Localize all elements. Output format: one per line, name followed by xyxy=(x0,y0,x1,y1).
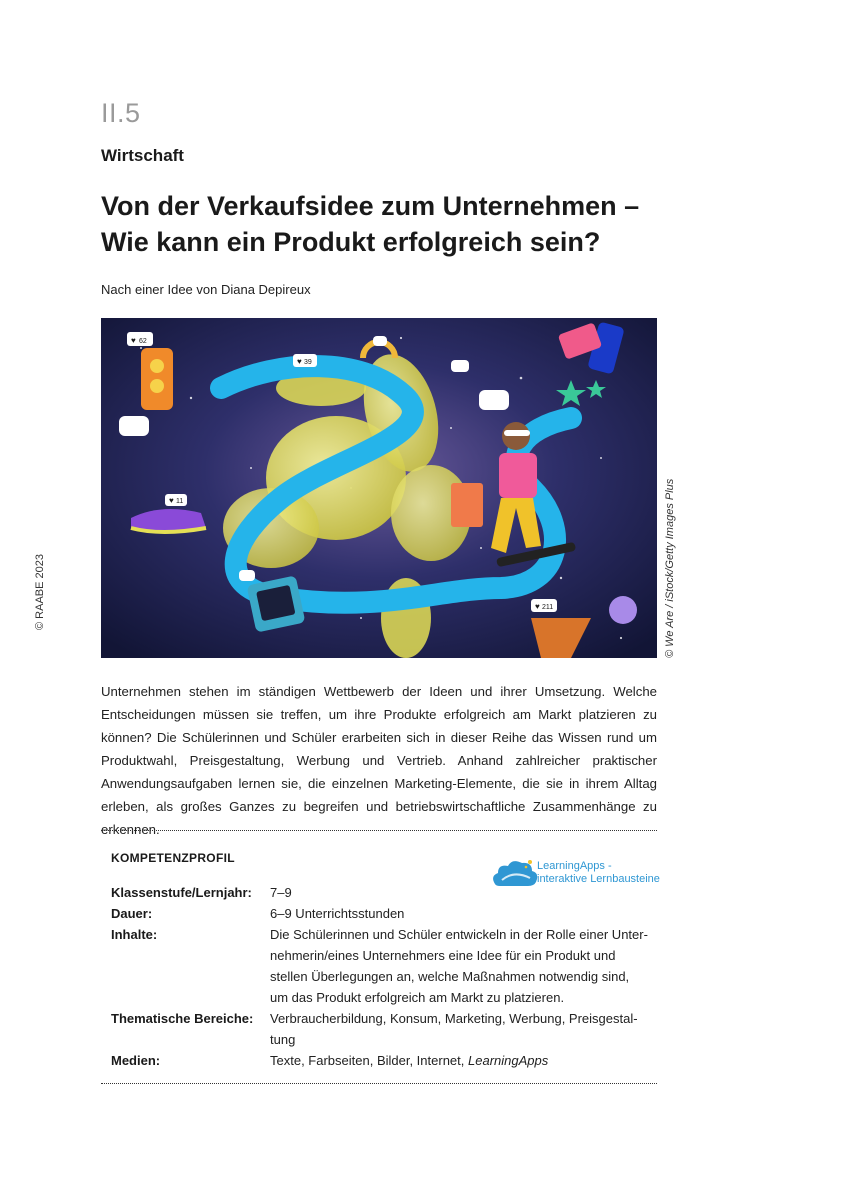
author-credit: Nach einer Idee von Diana Depireux xyxy=(101,282,311,297)
profile-divider-top xyxy=(101,830,657,831)
title-line-1: Von der Verkaufsidee zum Unternehmen – xyxy=(101,191,640,221)
shirt xyxy=(499,453,537,498)
photo-credit: © We Are / iStock/Getty Images Plus xyxy=(664,478,676,658)
logo-line-1: LearningApps - xyxy=(537,860,612,872)
profile-value xyxy=(270,1050,650,1071)
profile-label: Medien: xyxy=(111,1053,161,1068)
like-badge-2 xyxy=(293,354,317,367)
shopping-bag xyxy=(451,483,483,527)
hero-image xyxy=(101,318,657,658)
profile-heading: KOMPETENZPROFIL xyxy=(111,851,235,865)
sparkle-icon xyxy=(528,860,532,864)
profile-label: Thematische Bereiche: xyxy=(111,1011,254,1026)
competence-profile-table xyxy=(111,882,651,1071)
svg-text:♥: ♥ xyxy=(297,357,302,366)
copyright-notice: © RAABE 2023 xyxy=(34,554,46,630)
hero-collage-illustration xyxy=(101,318,657,658)
calculator-phone xyxy=(247,575,306,632)
badge-count: 62 xyxy=(139,338,147,345)
like-badge-1 xyxy=(127,332,153,346)
section-number: II.5 xyxy=(101,98,141,128)
profile-label: Dauer: xyxy=(111,906,153,921)
phone-left xyxy=(141,348,173,410)
subject-label: Wirtschaft xyxy=(101,146,184,165)
profile-value: Die Schülerinnen und Schüler entwickeln in der Rolle einer Unternehmerin/eines Unternehmers eine Idee für ein Produkt und stellen Überlegungen an, welche Maßnahmen notwendig sind, um das Produkt erfolgreich am Markt zu platzieren. xyxy=(270,927,648,1005)
logo-line-2: interaktive Lernbausteine xyxy=(537,872,660,885)
profile-label: Klassenstufe/Lernjahr: xyxy=(111,885,252,900)
svg-text:♥: ♥ xyxy=(131,336,136,345)
svg-text:♥: ♥ xyxy=(169,496,174,505)
like-badge-3 xyxy=(165,494,187,506)
profile-row-grade xyxy=(111,882,651,903)
badge-count: 39 xyxy=(304,359,312,366)
title-line-2: Wie kann ein Produkt erfolgreich sein? xyxy=(101,227,601,257)
media-list: Texte, Farbseiten, Bilder, Internet, xyxy=(270,1053,468,1068)
profile-value: Verbraucherbildung, Konsum, Marketing, Werbung, Preisgestaltung xyxy=(270,1011,638,1047)
profile-divider-bottom xyxy=(101,1083,657,1084)
badge-count: 11 xyxy=(176,498,184,505)
profile-row-duration xyxy=(111,903,651,924)
profile-row-topics xyxy=(111,1008,651,1050)
badge-count: 211 xyxy=(542,604,554,611)
profile-value: 6–9 Unterrichtsstunden xyxy=(270,906,405,921)
media-learningapps: LearningApps xyxy=(468,1053,549,1068)
profile-value: 7–9 xyxy=(270,885,292,900)
smiley-icon xyxy=(609,596,637,624)
sunglasses xyxy=(504,430,530,436)
svg-text:♥: ♥ xyxy=(535,602,540,611)
intro-paragraph: Unternehmen stehen im ständigen Wettbewerb der Ideen und ihrer Umsetzung. Welche Entscheidungen müssen sie treffen, um ihre Produkte erfolgreich am Markt platzieren zu können? Die Schülerinnen und Schüler erarbeiten sich in dieser Reihe das Wissen rund um Produktwahl, Preisgestaltung, Werbung und Vertrieb. Anhand zahlreicher praktischer Anwendungsaufgaben lernen sie, die einzelnen Marketing-Elemente, die sie in ihrem Alltag erleben, als großes Ganzes zu begreifen und betriebswirtschaftliche Zusammenhänge zu erkennen. xyxy=(101,684,657,837)
profile-row-media xyxy=(111,1050,651,1071)
profile-label: Inhalte: xyxy=(111,927,158,942)
profile-row-contents xyxy=(111,924,651,1008)
page-title xyxy=(101,188,661,260)
like-badge-4 xyxy=(531,599,557,612)
